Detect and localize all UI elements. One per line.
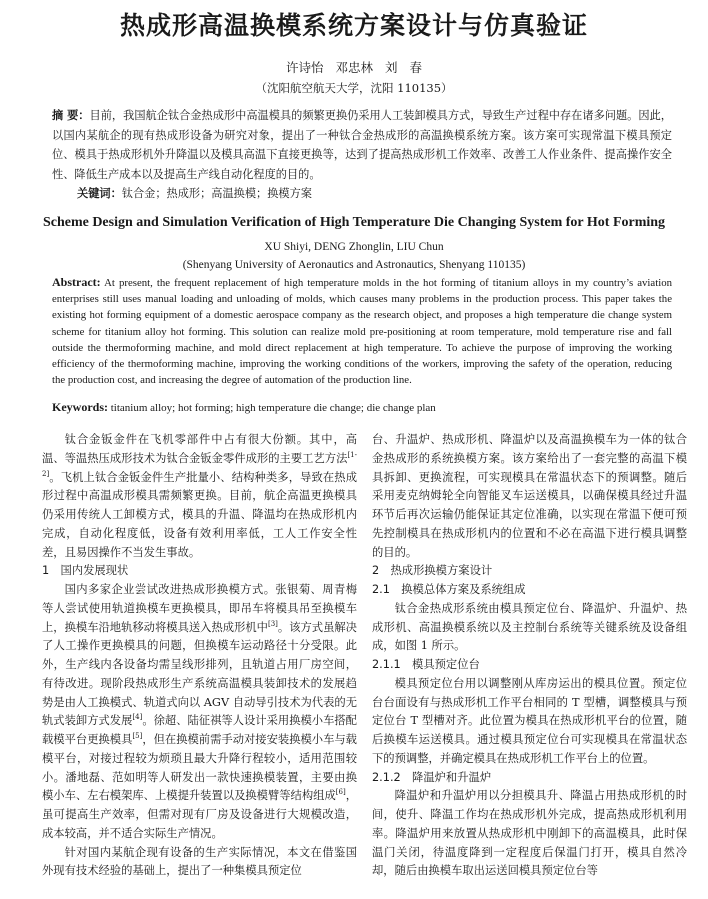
paragraph-system-composition: 钛合金热成形系统由模具预定位台、降温炉、升温炉、热成形机、高温换模系统以及主控制台系统等关键系统及设备组成，如图 1 所示。: [372, 601, 687, 653]
section-heading-2-1: 2.1 换模总体方案及系统组成: [372, 583, 526, 596]
section-heading-2: 2 热成形换模方案设计: [372, 564, 493, 578]
abstract-cn-label: 摘 要：: [52, 109, 90, 122]
keywords-cn-text: 钛合金；热成形；高温换模；换模方案: [121, 187, 312, 200]
body-column-left: [42, 431, 357, 881]
citation-ref: [4]: [132, 713, 143, 722]
citation-ref: [3]: [267, 619, 278, 628]
paragraph-intro: [42, 431, 357, 562]
paragraph-text: ，虽可提高生产效率，但需对现有厂房及设备进行大规模改造，成本较高，并不适合实际生产情况。: [42, 789, 357, 840]
citation-ref: [5]: [132, 732, 143, 741]
paragraph-proposal: 针对国内某航企现有设备的生产实际情况，本文在借鉴国外现有技术经验的基础上，提出了一种集模具预定位: [42, 845, 357, 878]
authors-cn: 许诗怡 邓忠林 刘 春: [286, 60, 422, 75]
abstract-en-text: At present, the frequent replacement of high temperature molds in the hot forming of titanium alloys in my country’s aviation enterprises still uses manual loading and unloading of molds, which causes many problems in the production process. This paper takes the existing hot forming equipment of a domestic aerospace company as the research object, and proposes a high temperature die change system scheme for titanium alloy hot forming. This solution can realize mold pre-positioning at room temperature, mold temperature rise and fall outside the thermoforming machine, and mold direct replacement at high temperature. To achieve the purpose of improving the working efficiency of the thermoforming machine, improving the working conditions of the workers, improving the safety of the operation, reducing the production cost, and increasing the degree of automation of the production line.: [52, 277, 672, 387]
paragraph-text: 。飞机上钛合金钣金件生产批量小、结构种类多，导致在热成形过程中高温成形模具需频繁更换。目前，航企高温更换模具仍采用传统人工卸模方式，模具的升温、降温均在热成形机内完成，自动化程度低，设备有效利用率低，工人工作安全性差，且易因操作不当发生事故。: [42, 470, 357, 559]
paragraph-domestic-status: [42, 581, 357, 844]
section-heading-1: 1 国内发展现状: [42, 564, 129, 578]
paragraph-proposal-cont: 台、升温炉、热成形机、降温炉以及高温换模车为一体的钛合金热成形的系统换模方案。该方案给出了一套完整的高温下模具拆卸、更换流程，可实现模具在常温状态下的预调整。随后采用麦克纳姆轮全向智能叉车运送模具，以确保模具经过升温环节后再次运输仍能保证其定位准确，以实现在常温下便可预先控制模具在热成形机内的位置和不必在高温下进行模具调整的目的。: [372, 433, 687, 559]
paragraph-text: 钛合金钣金件在飞机零部件中占有很大份额。其中，高温、等温热压成形技术为钛合金钣金零件成形的主要工艺方法: [42, 433, 357, 465]
abstract-cn: [52, 106, 672, 184]
paper-title-cn: 热成形高温换模系统方案设计与仿真验证: [119, 11, 588, 40]
affiliation-cn: （沈阳航空航天大学，沈阳 110135）: [255, 81, 453, 95]
body-column-right: [372, 431, 687, 881]
citation-ref: [1-2]: [42, 450, 357, 478]
paragraph-text: 。徐超、陆征祺等人设计采用换模小车搭配载模平台更换模具: [42, 714, 357, 746]
abstract-en-label: Abstract:: [52, 275, 101, 289]
keywords-en: [52, 400, 672, 415]
keywords-cn-label: 关键词：: [77, 187, 122, 200]
paragraph-text: 国内多家企业尝试改进热成形换模方式。张银菊、周青梅等人尝试使用轨道换模车更换模具，即吊车将模具吊至换模车上，换模车沿地轨移动将模具送入热成形机中: [42, 583, 357, 634]
keywords-cn: [77, 185, 677, 201]
paper-title-en: Scheme Design and Simulation Verification of High Temperature Die Changing System for Hot Forming: [42, 215, 666, 230]
affiliation-en: (Shenyang University of Aeronautics and Astronautics, Shenyang 110135): [182, 259, 526, 271]
section-heading-2-1-2: 2.1.2 降温炉和升温炉: [372, 770, 492, 784]
keywords-en-text: titanium alloy; hot forming; high temperature die change; die change plan: [108, 402, 436, 414]
paragraph-text: ，但在换模前需手动对接安装换模小车与载模平台，对接过程较为烦琐且最大升降行程较小，适用范围较小。潘地磊、范如明等人研发出一款快速换模装置，主要由换模小车、左右模架库、上模提升装置以及换模臂等结构组成: [42, 733, 357, 803]
paragraph-text: 。该方式虽解决了人工操作更换模具的问题，但换模车运动路径十分受限。此外，生产线内各设备均需呈线形排列，且轨道占用厂房空间，有待改进。现阶段热成形生产系统高温模具装卸技术的发展趋势是由人工换模式、轨道式向以 AGV 自动导引技术为代表的无轨式装卸方式发展: [42, 620, 357, 728]
abstract-cn-text: 目前，我国航企钛合金热成形中高温模具的频繁更换仍采用人工装卸模具方式，导致生产过程中存在诸多问题。因此，以国内某航企的现有热成形设备为研究对象，提出了一种钛合金热成形的高温换模系统方案。该方案可实现常温下模具预定位、模具于热成形机外升降温以及模具高温下直接更换等，达到了提高热成形机工作效率、改善工人作业条件、提高操作安全性、降低生产成本以及提高生产线自动化程度的目的。: [52, 109, 672, 181]
abstract-en: [52, 274, 672, 388]
section-heading-2-1-1: 2.1.1 模具预定位台: [372, 658, 480, 671]
paragraph-preposition-table: 模具预定位台用以调整刚从库房运出的模具位置。预定位台台面设有与热成形机工作平台相同的 T 型槽，调整模具与预定位台 T 型槽对齐。此位置为模具在热成形机平台的位置，随后换模车运送模具。通过模具预定位台可实现模具在常温状态下的预调整，并确定模具在热成形机工作平台上的位置。: [372, 676, 687, 765]
authors-en: XU Shiyi, DENG Zhonglin, LIU Chun: [264, 241, 444, 253]
keywords-en-label: Keywords:: [52, 400, 108, 414]
citation-ref: [6]: [335, 788, 346, 797]
paragraph-furnaces: 降温炉和升温炉用以分担模具升、降温占用热成形机的时间，使升、降温工作均在热成形机外完成，提高热成形机利用率。降温炉用来放置从热成形机中刚卸下的高温模具，此时保温门关闭，待温度降到一定程度后保温门打开，模具自然冷却，随后由换模车取出运送回模具预定位台等: [372, 789, 687, 878]
